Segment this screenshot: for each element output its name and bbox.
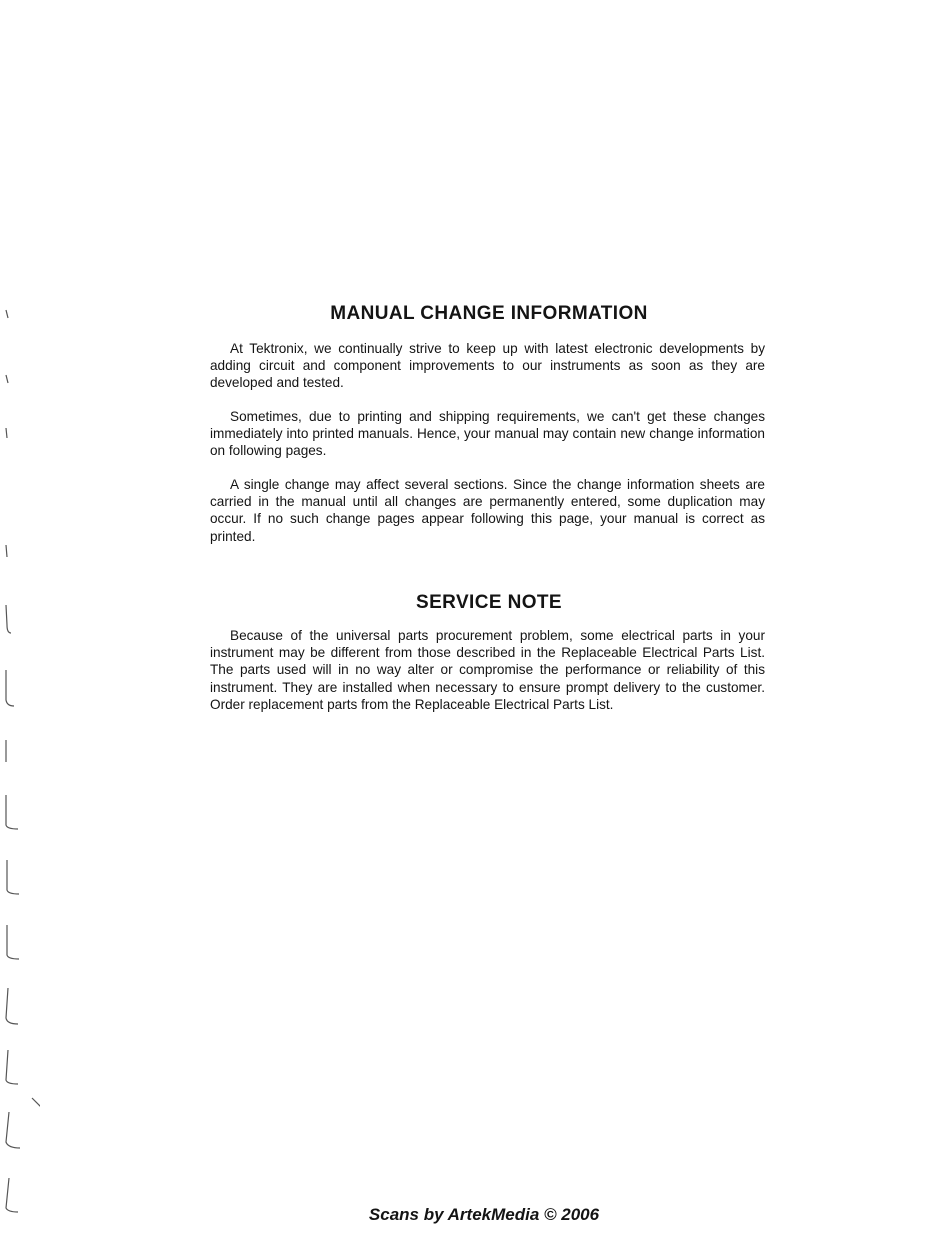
intro-paragraph-3: A single change may affect several sections. Since the change information sheets are carried in the manual until all changes are permanently entered, some duplication may occur. If no such change pages appear following this page, your manual is correct as printed. bbox=[210, 477, 765, 544]
binding-edge-marks bbox=[0, 0, 40, 1246]
intro-paragraph-2: Sometimes, due to printing and shipping requirements, we can't get these changes immediately into printed manuals. Hence, your manual may contain new change information on following pages. bbox=[210, 409, 765, 459]
scan-credit-footer: Scans by ArtekMedia © 2006 bbox=[368, 1205, 600, 1224]
intro-paragraph-1: At Tektronix, we continually strive to keep up with latest electronic developments by adding circuit and component improvements to our instruments as soon as they are developed and tested. bbox=[210, 341, 765, 391]
service-note-title: SERVICE NOTE bbox=[416, 592, 562, 613]
service-note-paragraph: Because of the universal parts procurement problem, some electrical parts in your instrument may be different from those described in the Replaceable Electrical Parts List. The parts used will in no way alter or compromise the performance or reliability of this instrument. They are installed when necessary to ensure prompt delivery to the customer. Order replacement parts from the Replaceable Electrical Parts List. bbox=[210, 628, 765, 712]
page-title: MANUAL CHANGE INFORMATION bbox=[330, 303, 648, 324]
